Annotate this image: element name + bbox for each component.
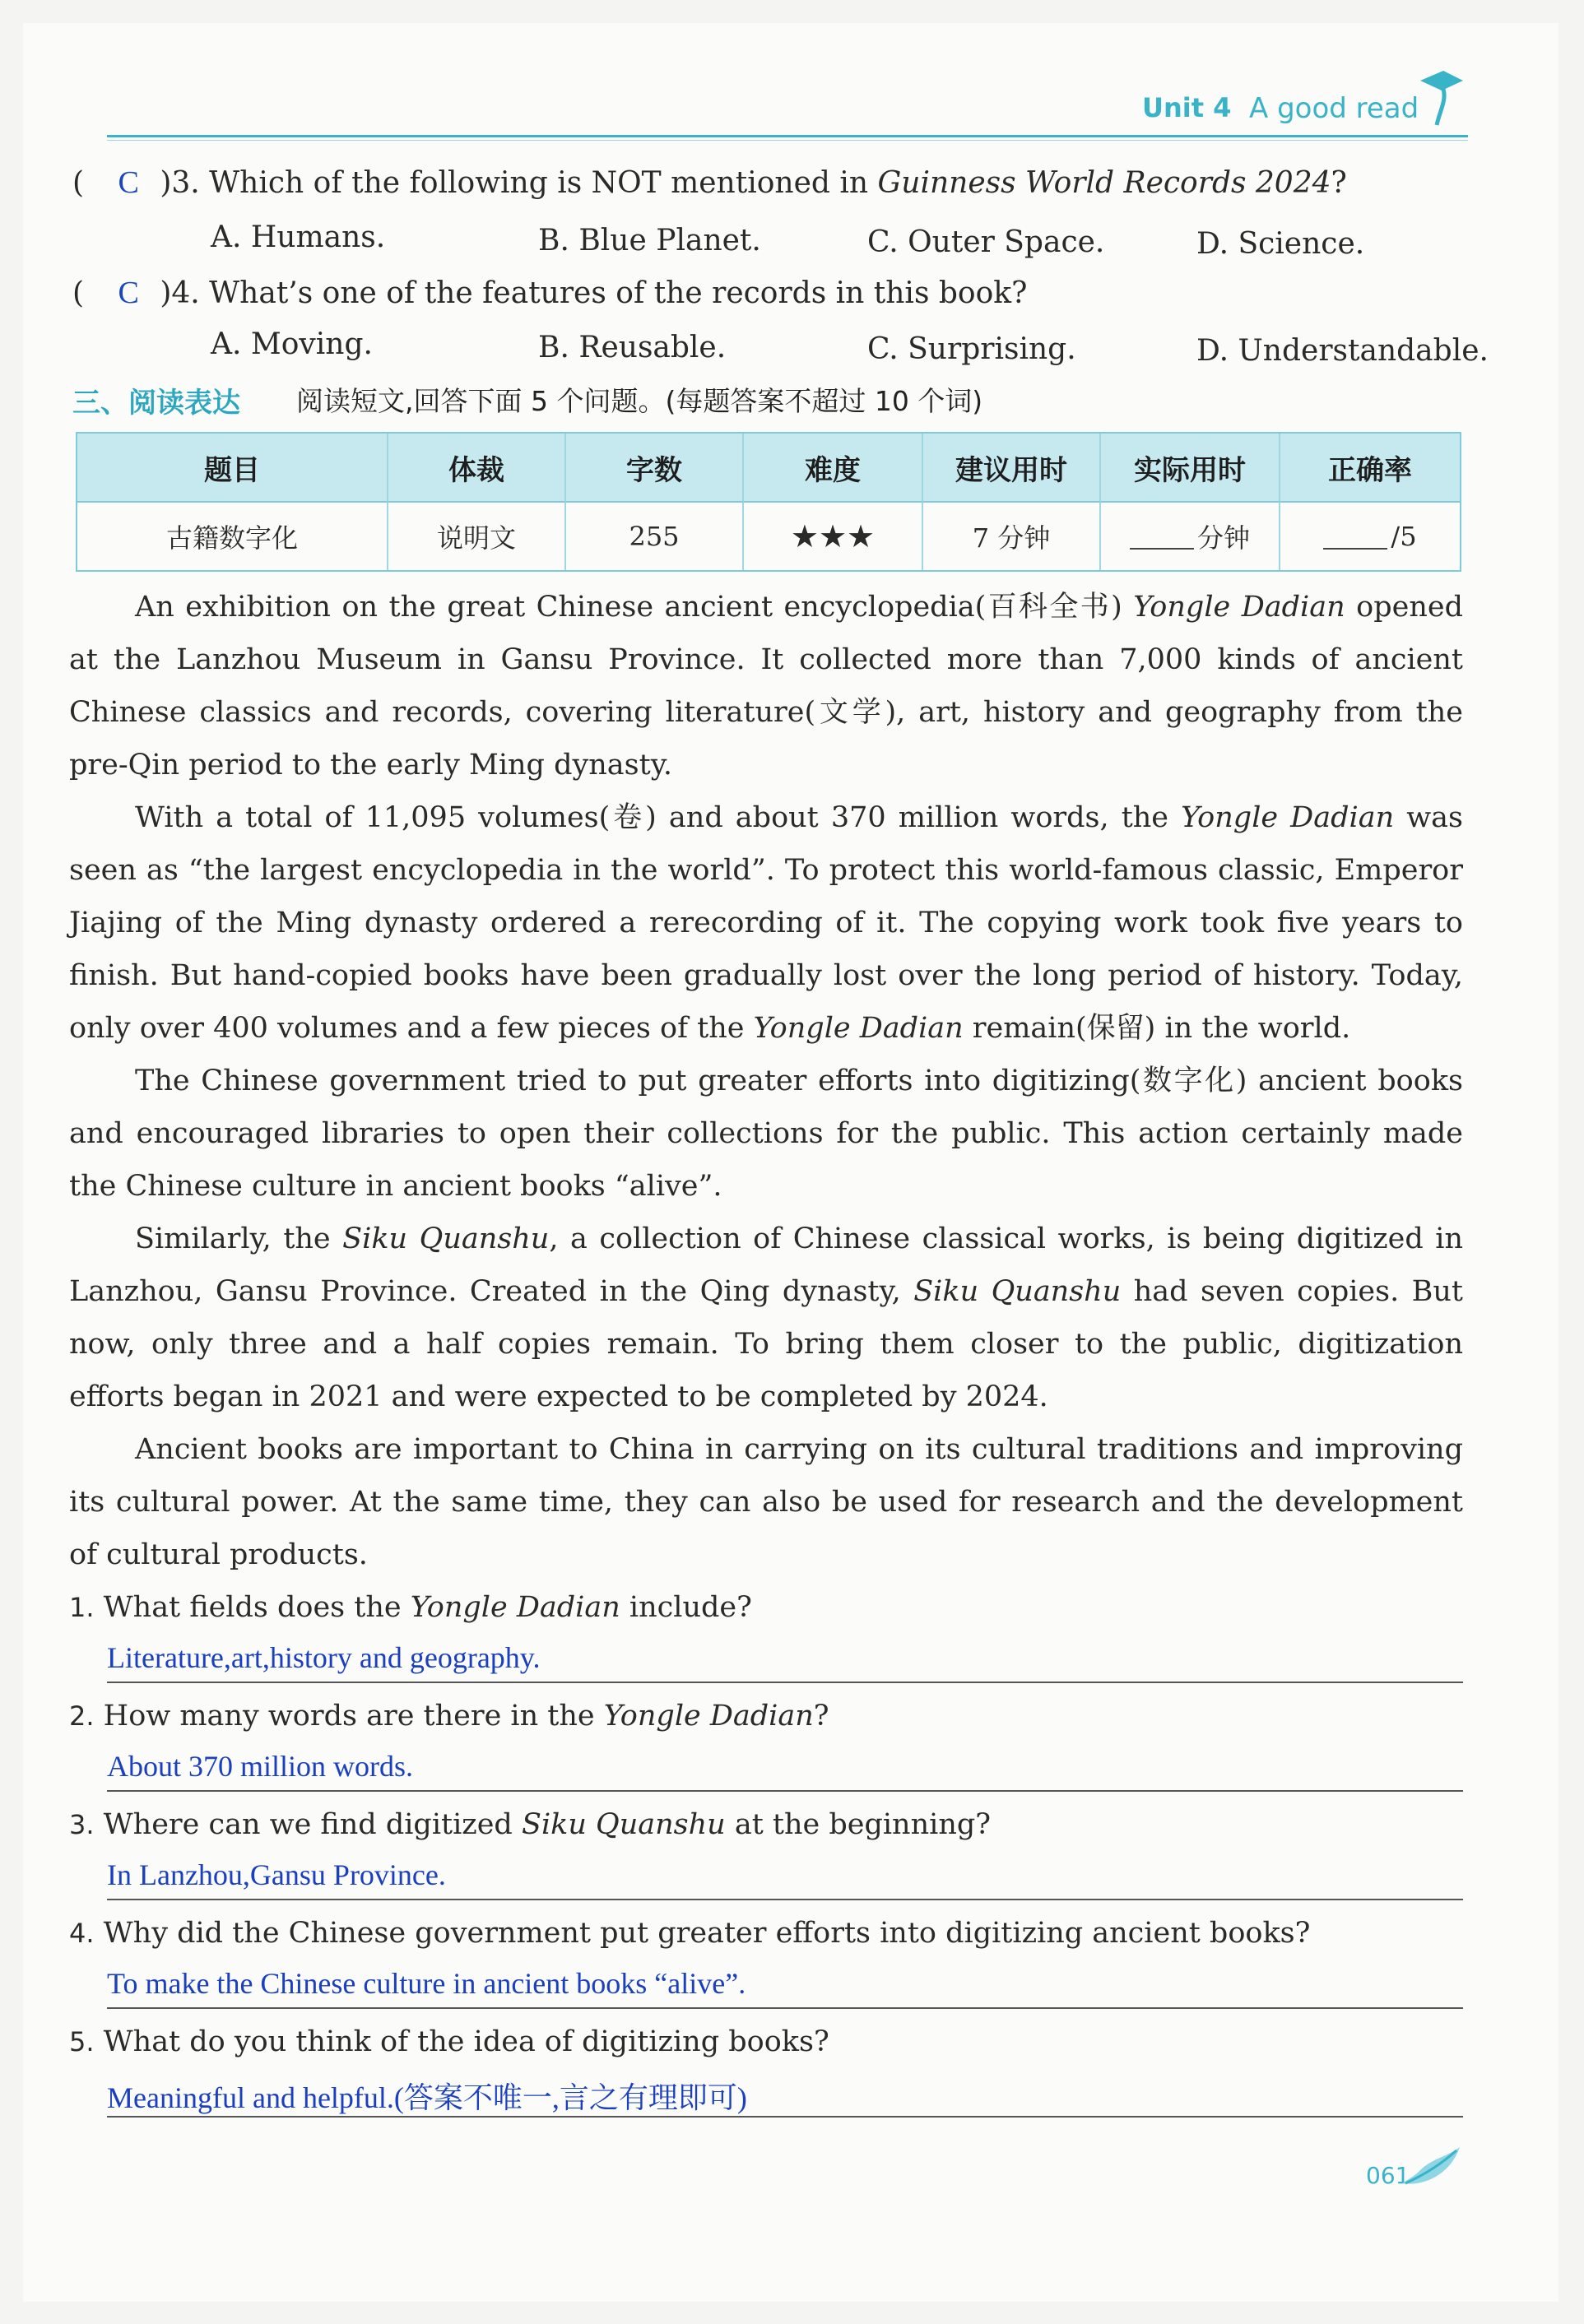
passage-paragraph [69,1213,1463,1423]
answer-text[interactable]: About 370 million words. [107,1750,414,1783]
unit-text: 分钟 [1196,522,1250,554]
answer-text[interactable]: Literature,art,history and geography. [107,1641,541,1674]
passage-text: , a collection of Chinese classical works, is being digitized in Lanzhou, Gansu Province. Created in the Qing dynasty, [69,1222,1463,1308]
answer-text[interactable]: To make the Chinese culture in ancient books “alive”. [107,1967,746,2000]
question-5 [69,2025,829,2058]
option-a: A. Humans. [211,220,386,254]
question-3 [69,1808,991,1841]
question-number: 1. [69,1592,95,1623]
answer-text[interactable]: In Lanzhou,Gansu Province. [107,1858,446,1891]
option-c: C. Outer Space. [867,225,1105,259]
blank-line [1323,523,1387,550]
question-1 [69,1591,752,1624]
passage-title-italic: Yongle Dadian [1133,591,1345,624]
mc-question-4: ( C )4. What’s one of the features of the records in this book? [72,276,1028,310]
passage-title-italic: Siku Quanshu [342,1222,550,1255]
question-italic: Yongle Dadian [410,1591,620,1624]
passage-paragraph [69,791,1463,1055]
passage-paragraph [69,581,1463,791]
passage [69,581,1463,1581]
mc-stem: Which of the following is NOT mentioned in [209,166,878,200]
question-text-end: include? [620,1591,752,1624]
graduation-cap-icon [1415,64,1465,130]
answer-line [107,1682,1463,1683]
passage-text: An exhibition on the great Chinese ancient encyclopedia(百科全书) [135,591,1134,624]
table-header: 题目 [77,434,388,501]
question-text: How many words are there in the [103,1700,604,1733]
page-number: 061 [1366,2162,1410,2189]
answer-line [107,2116,1463,2118]
section-instruction: 阅读短文,回答下面 5 个问题。(每题答案不超过 10 个词) [296,385,983,417]
option-b: B. Reusable. [538,331,727,364]
passage-text: With a total of 11,095 volumes(卷) and about 370 million words, the [135,801,1182,834]
passage-text: Ancient books are important to China in carrying on its cultural traditions and improving its cultural power. At the same time, they can also be used for research and the development of cultural products. [69,1433,1463,1571]
table-cell: 说明文 [388,501,566,570]
answer-line [107,1899,1463,1900]
table-cell: 古籍数字化 [77,501,388,570]
option-d: D. Understandable. [1196,334,1489,368]
passage-text: was seen as “the largest encyclopedia in the world”. To protect this world-famous classic, Emperor Jiajing of the Ming dynasty ordered a rerecording of it. The copying work took five years to finish. But hand-copied books have been gradually lost over the long period of history. Today, only over 400 volumes and a few pieces of the [69,801,1463,1045]
question-text: Where can we find digitized [103,1808,522,1841]
unit-title: A good read [1249,92,1419,125]
mc-question-3: ( C )3. Which of the following is NOT mentioned in Guinness World Records 2024? [72,165,1347,200]
table-header: 正确率 [1280,434,1460,501]
passage-title-italic: Yongle Dadian [1181,801,1395,834]
mc-stem-end: ? [1331,166,1347,200]
question-number: 3. [69,1809,95,1840]
passage-text: opened at the Lanzhou Museum in Gansu Province. It collected more than 7,000 kinds of ancient Chinese classics and records, covering literature(文学), art, history and geography from the pre-Qin period to the early Ming dynasty. [69,591,1463,782]
mc-answer: C [118,165,139,200]
table-cell: 7 分钟 [923,501,1101,570]
passage-paragraph [69,1055,1463,1213]
table-cell-accuracy[interactable] [1280,501,1460,570]
option-d: D. Science. [1196,227,1365,261]
option-c: C. Surprising. [867,332,1076,366]
question-text-end: ? [813,1700,829,1733]
question-italic: Siku Quanshu [521,1808,726,1841]
mc-answer: C [118,276,139,310]
question-text: What do you think of the idea of digitizing books? [103,2025,829,2058]
score-text: /5 [1391,521,1417,552]
option-a: A. Moving. [211,327,373,361]
table-cell-difficulty: ★★★ [744,501,923,570]
table-header: 建议用时 [923,434,1101,501]
question-text: Why did the Chinese government put greater efforts into digitizing ancient books? [103,1917,1311,1950]
answer-line [107,2007,1463,2009]
passage-title-italic: Yongle Dadian [753,1012,964,1045]
option-b: B. Blue Planet. [538,224,761,257]
leaf-icon [1399,2142,1465,2192]
table-header: 难度 [744,434,923,501]
blank-line [1130,523,1194,550]
table-header: 实际用时 [1101,434,1280,501]
unit-label: Unit 4 [1142,92,1232,123]
mc-stem-italic: Guinness World Records 2024 [877,166,1331,200]
mc-number: )3. [160,166,200,200]
mc-stem: What’s one of the features of the records in this book? [209,276,1028,310]
question-italic: Yongle Dadian [603,1700,814,1733]
header-rule-thin [107,140,1468,141]
passage-text: had seven copies. But now, only three and a half copies remain. To bring them closer to the public, digitization efforts began in 2021 and were expected to be completed by 2024. [69,1275,1463,1413]
passage-text: The Chinese government tried to put greater efforts into digitizing(数字化) ancient books and encouraged libraries to open their collections for the public. This action certainly made the Chinese culture in ancient books “alive”. [69,1065,1463,1203]
passage-paragraph [69,1423,1463,1581]
info-table [76,432,1461,572]
question-number: 2. [69,1700,95,1732]
table-header: 体裁 [388,434,566,501]
section-label: 三、阅读表达 [72,387,240,420]
question-number: 4. [69,1918,95,1949]
question-2 [69,1700,829,1733]
mc-number: )4. [160,276,200,310]
header-rule [107,135,1468,137]
question-number: 5. [69,2026,95,2057]
question-text: What fields does the [103,1591,411,1624]
passage-text: remain(保留) in the world. [963,1012,1351,1045]
passage-text: Similarly, the [135,1222,343,1255]
passage-title-italic: Siku Quanshu [913,1275,1122,1308]
table-cell: 255 [566,501,744,570]
answer-line [107,1790,1463,1792]
answer-text[interactable]: Meaningful and helpful.(答案不唯一,言之有理即可) [107,2081,747,2114]
question-4 [69,1917,1310,1950]
table-header: 字数 [566,434,744,501]
table-cell-actual-time[interactable] [1101,501,1280,570]
question-text-end: at the beginning? [725,1808,992,1841]
